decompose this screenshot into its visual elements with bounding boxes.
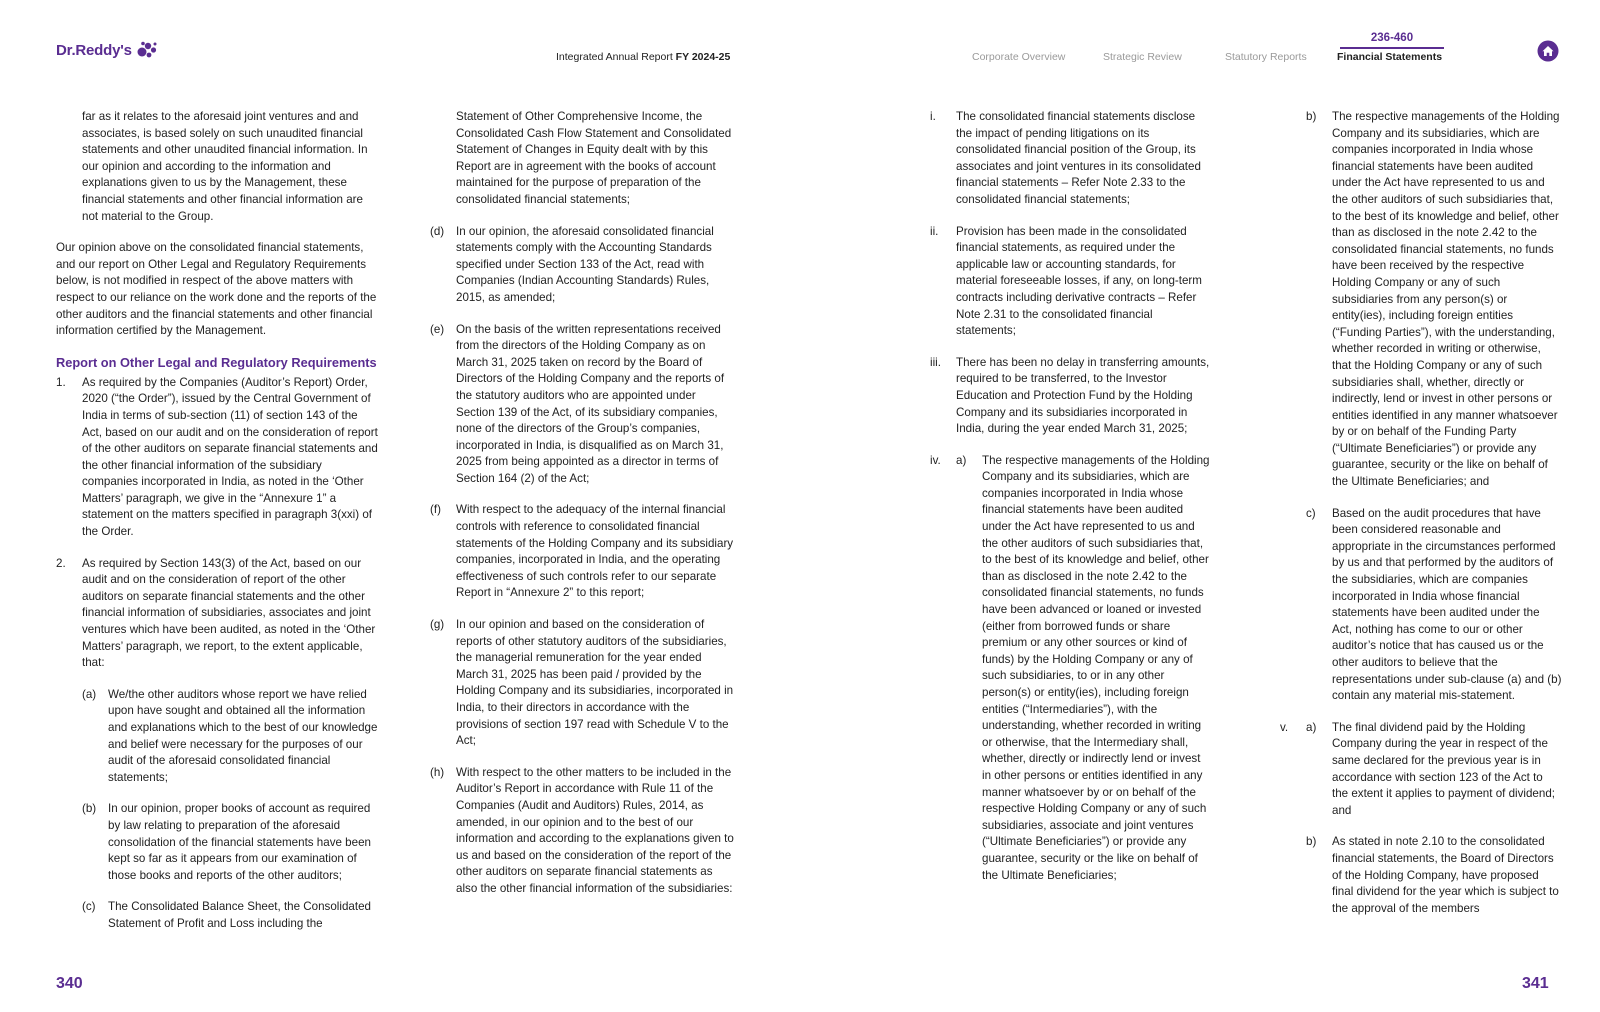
list-item-iv-c: c) Based on the audit procedures that have been considered reasonable and appropriate in the circumstances performed by us and that performed by the auditors of the subsidiaries, which are companies incorporated in India whose financial statements have been audited under the Act, nothing has come to our or other auditor’s notice that has caused us or the other auditors to believe that the representations under sub-clause (a) and (b) contain any material mis-statement. [1306, 506, 1562, 703]
nav-corporate-overview[interactable]: Corporate Overview [972, 51, 1066, 63]
sub-item-f: (f) With respect to the adequacy of the internal financial controls with reference to consolidated financial statements of the Holding Company and its subsidiary companies, incorporated in India, and the operating effectiveness of such controls refer to our separate Report in “Annexure 2” to this report; [430, 503, 734, 600]
sub-item-a: (a) We/the other auditors whose report we have relied upon have sought and obtained all the information and explanations which to the best of our knowledge and belief were necessary for the purposes of our audit of the aforesaid consolidated financial statements; [82, 687, 378, 784]
section-heading: Report on Other Legal and Regulatory Requirements [56, 354, 377, 370]
list-item-iii: iii. There has been no delay in transferring amounts, required to be transferred, to the Investor Education and Protection Fund by the Holding Company and its subsidiaries incorporated in India, during the year ended March 31, 2025; [930, 355, 1210, 436]
brand-name: Dr.Reddy's [56, 41, 132, 59]
nav-statutory-reports[interactable]: Statutory Reports [1225, 51, 1307, 63]
column-2 [430, 109, 736, 898]
sub-item-b: (b) In our opinion, proper books of account as required by law relating to preparation of the aforesaid consolidation of the financial statements have been kept so far as it appears from our examination of those books and reports of the other auditors; [82, 802, 371, 882]
sub-item-d: (d) In our opinion, the aforesaid consolidated financial statements comply with the Accounting Standards specified under Section 133 of the Act, read with Companies (Indian Accounting Standards) Rules, 2015, as amended; [430, 224, 714, 304]
section-nav [0, 51, 1600, 67]
list-item-ii: ii. Provision has been made in the consolidated financial statements, as required under the applicable law or accounting standards, for material foreseeable losses, if any, on long-term contracts including derivative contracts – Refer Note 2.31 to the consolidated financial statements; [930, 224, 1202, 338]
list-item-v-a: v. a) The final dividend paid by the Holding Company during the year in respect of the same declared for the previous year is in accordance with section 123 of the Act to the extent it applies to payment of dividend; and [1280, 720, 1555, 817]
list-item-iv-a: iv. a) The respective managements of the Holding Company and its subsidiaries, which are companies incorporated in India whose financial statements have been audited under the Act have represented to us and the other auditors of such subsidiaries that, to the best of its knowledge and belief, other than as disclosed in the note 2.42 to the consolidated financial statements, no funds have been advanced or loaned or invested (either from borrowed funds or share premium or any other sources or kind of funds) by the Holding Company or any of such subsidiaries, to or in any other person(s) or entity(ies), including foreign entities (“Intermediaries”), with the understanding, whether recorded in writing or otherwise, that the Intermediary shall, whether, directly or indirectly lend or invest in other persons or entities identified in any manner whatsoever by or on behalf of the respective Holding Company or any of such subsidiaries, associate and joint ventures (“Ultimate Beneficiaries”) or provide any guarantee, security or the like on behalf of the Ultimate Beneficiaries; [930, 453, 1210, 882]
nav-financial-statements[interactable]: Financial Statements [1337, 51, 1443, 63]
continuation-paragraph: far as it relates to the aforesaid joint ventures and and associates, is based solely on such unaudited financial statements and other unaudited financial information. In our opinion and according to the information and explanations given to us by the Management, these financial statements and other financial information are not material to the Group. [82, 110, 368, 223]
sub-item-g: (g) In our opinion and based on the consideration of reports of other statutory auditors of the subsidiaries, the managerial remuneration for the year ended March 31, 2025 has been paid / provided by the Holding Company and its subsidiaries, incorporated in India, to their directors in accordance with the provisions of section 197 read with Schedule V to the Act; [430, 618, 734, 748]
page-number-right: 341 [1522, 975, 1549, 992]
list-item-i: i. The consolidated financial statements disclose the impact of pending litigations on its consolidated financial position of the Group, its associates and joint ventures in its consolidated financial statements – Refer Note 2.33 to the consolidated financial statements; [930, 110, 1201, 206]
list-item-v-b: b) As stated in note 2.10 to the consolidated financial statements, the Board of Directors of the Holding Company, have proposed final dividend for the year which is subject to the approval of the members [1306, 835, 1559, 915]
list-item-iv-b: b) The respective managements of the Holding Company and its subsidiaries, which are companies incorporated in India whose financial statements have been audited under the Act have represented to us and the other auditors of such subsidiaries that, to the best of its knowledge and belief, other than as disclosed in the note 2.42 to the consolidated financial statements, no funds have been received by the respective Holding Company or any of such subsidiaries from any person(s) or entity(ies), including foreign entities (“Funding Parties”), with the understanding, whether recorded in writing or otherwise, that the Holding Company or any of such subsidiaries shall, whether, directly or indirectly, lend or invest in other persons or entities identified in any manner whatsoever by or on behalf of the Funding Party (“Ultimate Beneficiaries”) or provide any guarantee, security or the like on behalf of the Ultimate Beneficiaries; and [1306, 110, 1560, 489]
page-number-left: 340 [56, 975, 83, 992]
page-range: 236-460 [1370, 32, 1414, 44]
active-section-underline [1340, 47, 1444, 49]
list-item-1: 1. As required by the Companies (Auditor’s Report) Order, 2020 (“the Order”), issued by the Central Government of India in terms of sub-section (11) of section 143 of the Act, based on our audit and on the consideration of report of the other auditors on separate financial statements and the other financial information of the subsidiary companies incorporated in India, as noted in the ‘Other Matters’ paragraph, we give in the “Annexure 1” a statement on the matters specified in paragraph 3(xxi) of the Order. [56, 375, 378, 539]
opinion-paragraph: Our opinion above on the consolidated financial statements, and our report on Other Legal and Regulatory Requirements below, is not modified in respect of the above matters with respect to our reliance on the work done and the reports of the other auditors and the financial statements and other financial information certified by the Management. [56, 241, 377, 338]
sub-item-c: (c) The Consolidated Balance Sheet, the Consolidated Statement of Profit and Loss including the [82, 900, 371, 930]
column-1 [56, 109, 378, 933]
home-icon[interactable] [1537, 40, 1559, 62]
column-3 [930, 109, 1212, 884]
sub-item-h: (h) With respect to the other matters to be included in the Auditor’s Report in accordance with Rule 11 of the Companies (Audit and Auditors) Rules, 2014, as amended, in our opinion and to the best of our information and according to the explanations given to us and based on the consideration of the report of the other auditors on separate financial statements as also the other financial information of the subsidiaries: [430, 765, 734, 895]
list-item-2: 2. As required by Section 143(3) of the Act, based on our audit and on the consideration of report of the other auditors on separate financial statements and the other financial information of subsidiaries, associates and joint ventures which have been audited, as noted in the ‘Other Matters’ paragraph, we report, to the extent applicable, that: [56, 556, 376, 670]
continuation-paragraph: Statement of Other Comprehensive Income, the Consolidated Cash Flow Statement and Consolidated Statement of Changes in Equity dealt with by this Report are in agreement with the books of account maintained for the purpose of preparation of the consolidated financial statements; [456, 110, 732, 206]
sub-item-e: (e) On the basis of the written representations received from the directors of the Holding Company as on March 31, 2025 taken on record by the Board of Directors of the Holding Company and the reports of the statutory auditors who are appointed under Section 139 of the Act, of its subsidiary companies, none of the directors of the Group’s companies, incorporated in India, is disqualified as on March 31, 2025 from being appointed as a director in terms of Section 164 (2) of the Act; [430, 322, 725, 485]
nav-strategic-review[interactable]: Strategic Review [1103, 51, 1182, 63]
report-title: Integrated Annual Report FY 2024-25 [556, 51, 731, 63]
column-4 [1280, 109, 1562, 917]
